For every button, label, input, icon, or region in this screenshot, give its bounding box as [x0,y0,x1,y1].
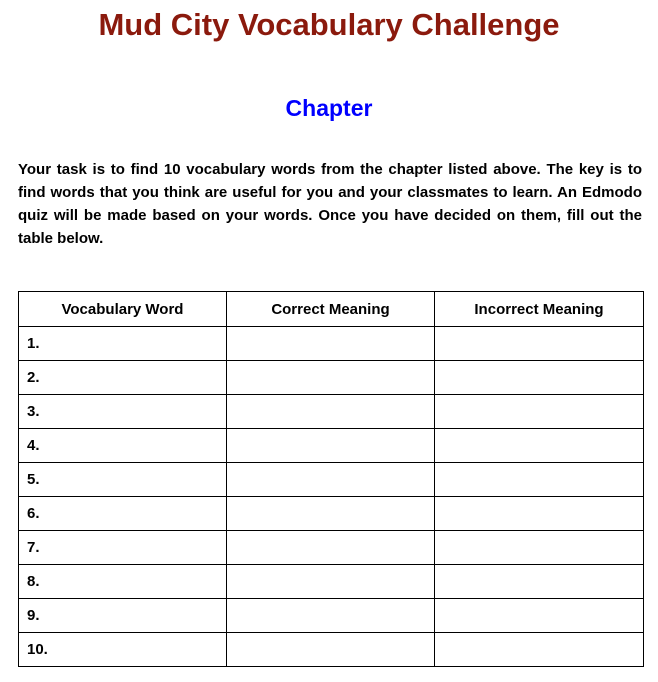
header-vocabulary-word: Vocabulary Word [19,292,227,327]
incorrect-meaning-cell[interactable] [435,327,644,361]
correct-meaning-cell[interactable] [227,429,435,463]
correct-meaning-cell[interactable] [227,361,435,395]
correct-meaning-cell[interactable] [227,565,435,599]
incorrect-meaning-cell[interactable] [435,599,644,633]
incorrect-meaning-cell[interactable] [435,497,644,531]
table-row [19,531,644,565]
correct-meaning-cell[interactable] [227,531,435,565]
table-header-row [19,292,644,327]
row-number: 4. [19,429,227,463]
correct-meaning-cell[interactable] [227,599,435,633]
incorrect-meaning-cell[interactable] [435,429,644,463]
table-row [19,463,644,497]
table-row [19,599,644,633]
correct-meaning-cell[interactable] [227,497,435,531]
header-correct-meaning: Correct Meaning [227,292,435,327]
correct-meaning-cell[interactable] [227,633,435,667]
row-number: 2. [19,361,227,395]
page-title: Mud City Vocabulary Challenge [98,7,560,42]
incorrect-meaning-cell[interactable] [435,463,644,497]
incorrect-meaning-cell[interactable] [435,565,644,599]
correct-meaning-cell[interactable] [227,395,435,429]
chapter-heading: Chapter [285,95,373,121]
row-number: 3. [19,395,227,429]
correct-meaning-cell[interactable] [227,327,435,361]
vocabulary-table [18,291,644,667]
header-incorrect-meaning: Incorrect Meaning [435,292,644,327]
row-number: 8. [19,565,227,599]
incorrect-meaning-cell[interactable] [435,531,644,565]
row-number: 9. [19,599,227,633]
task-instructions: Your task is to find 10 vocabulary words from the chapter listed above. The key is to find words that you think are useful for you and your classmates to learn. An Edmodo quiz will be made based on your words. Once you have decided on them, fill out the table below. [18,161,642,247]
table-row [19,633,644,667]
table-row [19,327,644,361]
table-row [19,565,644,599]
incorrect-meaning-cell[interactable] [435,633,644,667]
row-number: 1. [19,327,227,361]
table-row [19,429,644,463]
row-number: 5. [19,463,227,497]
row-number: 7. [19,531,227,565]
table-row [19,361,644,395]
table-row [19,395,644,429]
incorrect-meaning-cell[interactable] [435,361,644,395]
row-number: 10. [19,633,227,667]
incorrect-meaning-cell[interactable] [435,395,644,429]
row-number: 6. [19,497,227,531]
correct-meaning-cell[interactable] [227,463,435,497]
table-row [19,497,644,531]
